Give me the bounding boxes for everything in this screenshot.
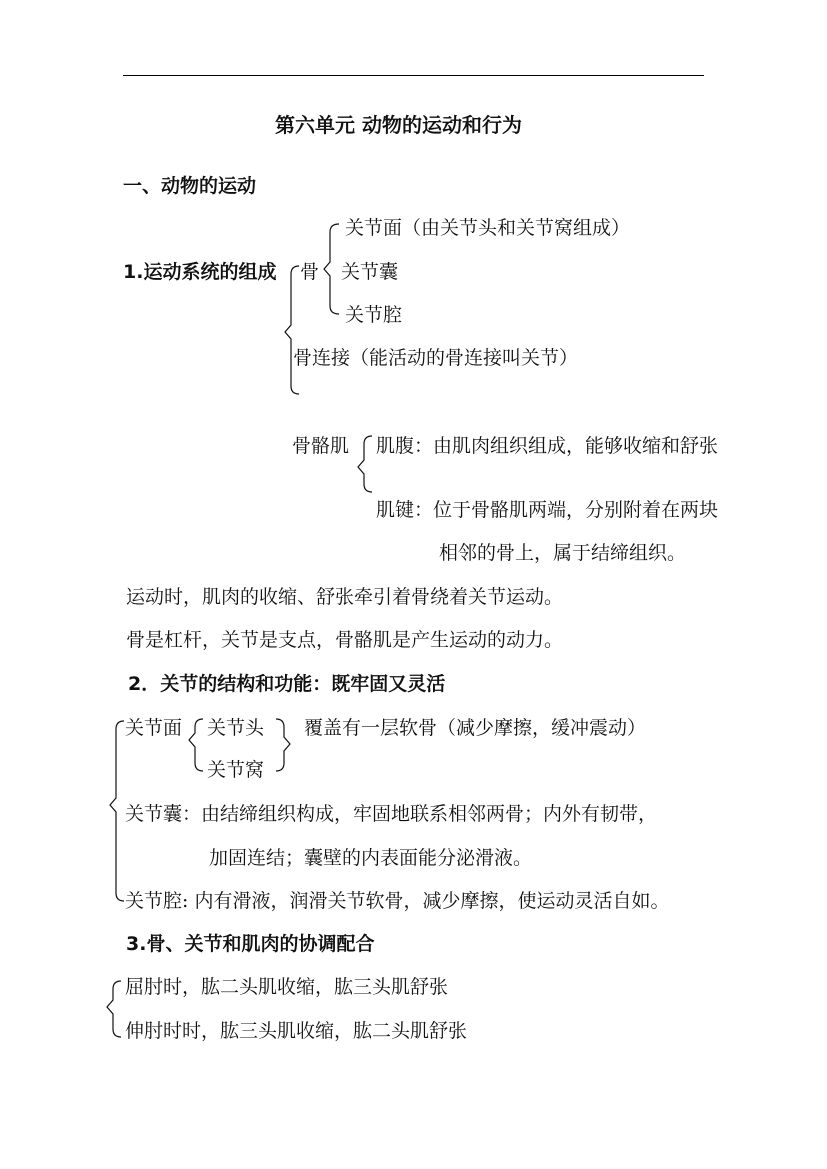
item3-heading: 3.骨、关节和肌肉的协调配合 (126, 933, 375, 955)
item1-label: 1.运动系统的组成 (123, 261, 277, 283)
brace-elbow (107, 981, 121, 1037)
brace-system-components (285, 266, 299, 394)
elbow-flex-text: 屈肘时，肱二头肌收缩，肱三头肌舒张 (125, 976, 449, 998)
movement-sentence: 运动时，肌肉的收缩、舒张牵引着骨绕着关节运动。 (126, 586, 564, 608)
brace-bone-components (324, 224, 339, 314)
joint-surface-text: 关节面（由关节头和关节窝组成） (345, 217, 631, 239)
muscle-belly-text: 肌腹：由肌肉组织组成，能够收缩和舒张 (376, 435, 719, 457)
bone-label: 骨 (300, 261, 320, 283)
joint-cavity-text: 关节腔 (345, 304, 403, 326)
section-heading: 一、动物的运动 (123, 175, 257, 197)
header-rule (123, 75, 704, 76)
brace-close-cartilage (276, 719, 290, 771)
brace-joint-structure (110, 721, 124, 901)
skeletal-muscle-label: 骨骼肌 (292, 435, 350, 457)
capsule-text-line1: 关节囊：由结缔组织构成，牢固地联系相邻两骨；内外有韧带， (125, 803, 658, 825)
capsule-text-line2: 加固连结；囊壁的内表面能分泌滑液。 (209, 847, 533, 869)
cartilage-text: 覆盖有一层软骨（减少摩擦，缓冲震动） (304, 717, 647, 739)
elbow-extend-text: 伸肘时时，肱三头肌收缩，肱二头肌舒张 (125, 1020, 468, 1042)
lever-sentence: 骨是杠杆，关节是支点，骨骼肌是产生运动的动力。 (126, 629, 564, 651)
bone-connection-text: 骨连接（能活动的骨连接叫关节） (293, 347, 579, 369)
joint-socket-label: 关节窝 (207, 759, 265, 781)
joint-surface-label: 关节面 (125, 717, 183, 739)
cavity-text: 关节腔: 内有滑液，润滑关节软骨，减少摩擦，使运动灵活自如。 (125, 890, 670, 912)
brace-joint-surface (189, 719, 203, 771)
item2-heading: 2．关节的结构和功能：既牢固又灵活 (128, 673, 446, 695)
tendon-text-line1: 肌键：位于骨骼肌两端，分别附着在两块 (376, 499, 719, 521)
page-title: 第六单元 动物的运动和行为 (275, 113, 522, 137)
joint-head-label: 关节头 (207, 717, 265, 739)
brace-muscle-parts (358, 436, 372, 492)
joint-capsule-text: 关节囊 (341, 261, 399, 283)
tendon-text-line2: 相邻的骨上，属于结缔组织。 (439, 542, 687, 564)
